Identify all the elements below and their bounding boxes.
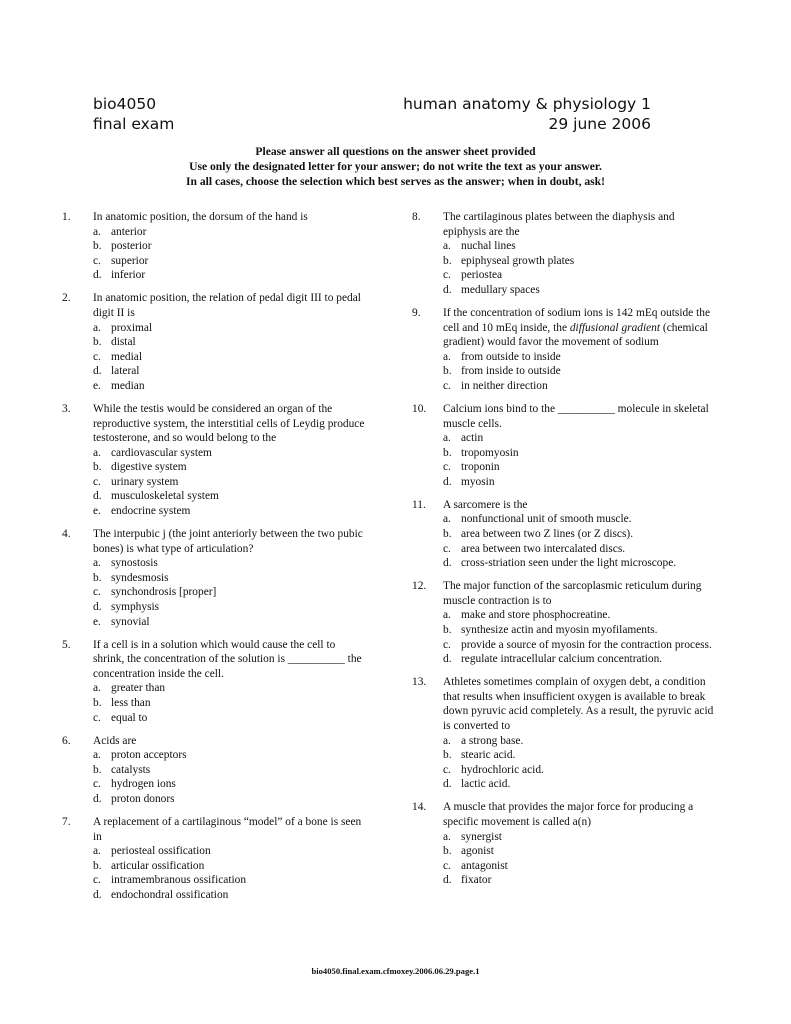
answer-option: a. synostosis <box>93 557 158 570</box>
question-text: In anatomic position, the dorsum of the hand is <box>93 211 308 223</box>
answer-option: a. nonfunctional unit of smooth muscle. <box>443 513 632 526</box>
question <box>62 402 365 519</box>
course-title: human anatomy & physiology 1 <box>403 95 651 113</box>
question-number: 5. <box>62 638 71 651</box>
answer-option: b. syndesmosis <box>93 571 169 584</box>
answer-option: e. endocrine system <box>93 505 191 518</box>
question-text: A muscle that provides the major force for producing a specific movement is called a(n) <box>443 801 694 828</box>
questions-right-column <box>412 210 718 896</box>
answer-option: c. medial <box>93 350 142 363</box>
question <box>412 306 718 394</box>
answer-option: c. area between two intercalated discs. <box>443 542 626 555</box>
question-text: While the testis would be considered an organ of the reproductive system, the interstitial cells of Leydig produce testosterone, and so would belong to the <box>93 402 365 445</box>
answer-option: c. intramembranous ossification <box>93 874 247 887</box>
answer-option: a. synergist <box>443 830 502 843</box>
question <box>62 527 365 629</box>
answer-option: d. regulate intracellular calcium concentration. <box>443 653 663 666</box>
instruction-line: In all cases, choose the selection which best serves as the answer; when in doubt, ask! <box>186 175 605 188</box>
answer-option: b. synthesize actin and myosin myofilaments. <box>443 624 658 636</box>
question <box>412 675 718 792</box>
answer-option: b. catalysts <box>93 763 151 776</box>
question-text: If a cell is in a solution which would cause the cell to shrink, the concentration of the solution is __________ the concentration inside the cell. <box>93 638 362 680</box>
answer-option: b. from inside to outside <box>443 365 561 378</box>
answer-option: c. equal to <box>93 711 148 724</box>
question-text: Calcium ions bind to the __________ molecule in skeletal muscle cells. <box>443 402 709 430</box>
question-number: 14. <box>412 801 427 814</box>
question-number: 8. <box>412 211 421 223</box>
exam-date: 29 june 2006 <box>548 115 651 133</box>
course-code: bio4050 <box>93 95 157 113</box>
page-footer: bio4050.final.exam.cfmoxey.2006.06.29.page.1 <box>311 966 480 976</box>
answer-option: a. proton acceptors <box>93 749 187 762</box>
question <box>62 210 365 283</box>
answer-option: b. stearic acid. <box>443 749 516 762</box>
answer-option: b. posterior <box>93 240 152 253</box>
italic-term: diffusional gradient <box>569 321 661 334</box>
answer-option: a. from outside to inside <box>443 350 561 363</box>
answer-option: c. hydrogen ions <box>93 778 176 791</box>
question <box>412 210 718 298</box>
answer-option: a. proximal <box>93 321 153 334</box>
header-left <box>93 94 174 134</box>
answer-option: c. periostea <box>443 269 503 282</box>
question-text: The cartilaginous plates between the diaphysis and epiphysis are the <box>443 211 675 238</box>
answer-option: b. tropomyosin <box>443 446 519 459</box>
question-number: 11. <box>412 498 426 511</box>
question <box>412 498 718 571</box>
answer-option: d. medullary spaces <box>443 283 540 296</box>
question-text: The interpubic j (the joint anteriorly between the two pubic bones) is what type of articulation? <box>93 528 363 555</box>
question-number: 3. <box>62 402 71 415</box>
question-number: 12. <box>412 580 427 593</box>
answer-option: d. endochondral ossification <box>93 888 229 901</box>
questions-left-column <box>62 210 365 911</box>
answer-option: a. a strong base. <box>443 734 524 747</box>
answer-option: d. inferior <box>93 269 146 282</box>
answer-option: a. actin <box>443 432 484 445</box>
answer-option: a. periosteal ossification <box>93 845 211 858</box>
question-number: 2. <box>62 292 71 305</box>
answer-option: a. cardiovascular system <box>93 446 212 459</box>
answer-option: b. epiphyseal growth plates <box>443 254 575 267</box>
answer-option: d. musculoskeletal system <box>93 490 219 503</box>
question-text: A sarcomere is the <box>443 498 528 511</box>
answer-option: d. symphysis <box>93 601 160 614</box>
answer-option: b. articular ossification <box>93 859 205 872</box>
question-number: 6. <box>62 734 71 747</box>
instruction-line: Use only the designated letter for your answer; do not write the text as your answer. <box>189 160 602 173</box>
question-number: 4. <box>62 528 71 541</box>
answer-option: c. in neither direction <box>443 379 548 392</box>
exam-name: final exam <box>93 115 175 133</box>
question-text: Acids are <box>93 734 137 747</box>
answer-option: d. myosin <box>443 475 495 488</box>
answer-option: a. anterior <box>93 225 147 238</box>
answer-option: b. agonist <box>443 845 494 858</box>
question <box>62 291 365 393</box>
answer-option: e. synovial <box>93 615 150 628</box>
answer-option: b. less than <box>93 696 151 709</box>
question <box>412 579 718 667</box>
answer-option: d. proton donors <box>93 792 175 805</box>
question-number: 1. <box>62 211 71 223</box>
question-number: 10. <box>412 402 427 415</box>
answer-option: c. provide a source of myosin for the contraction process. <box>443 638 712 651</box>
answer-option: a. nuchal lines <box>443 240 516 253</box>
question <box>62 638 365 726</box>
question-text: The major function of the sarcoplasmic reticulum during muscle contraction is to <box>443 580 702 607</box>
question <box>62 815 365 903</box>
answer-option: a. greater than <box>93 682 166 695</box>
answer-option: c. synchondrosis [proper] <box>93 586 217 599</box>
answer-option: d. fixator <box>443 874 492 887</box>
answer-option: c. superior <box>93 254 149 267</box>
header-right <box>403 94 651 134</box>
instructions <box>0 144 791 189</box>
answer-option: c. antagonist <box>443 859 508 872</box>
question-number: 9. <box>412 306 421 319</box>
answer-option: d. lateral <box>93 365 140 378</box>
question-text: A replacement of a cartilaginous “model” of a bone is seen in <box>93 815 362 843</box>
answer-option: b. distal <box>93 336 136 349</box>
answer-option: a. make and store phosphocreatine. <box>443 609 611 622</box>
question-number: 13. <box>412 676 427 689</box>
instruction-line: Please answer all questions on the answer sheet provided <box>255 145 536 158</box>
answer-option: c. urinary system <box>93 475 179 488</box>
question-number: 7. <box>62 815 71 828</box>
question-text: If the concentration of sodium ions is 142 mEq outside the cell and 10 mEq inside, the diffusional gradient (chemical gradient) would favor the movement of sodium <box>443 306 711 349</box>
question-text: Athletes sometimes complain of oxygen debt, a condition that results when insufficient oxygen is available to break down pyruvic acid completely. As a result, the pyruvic acid is converted to <box>443 676 714 732</box>
question <box>412 800 718 888</box>
question <box>62 734 365 807</box>
answer-option: c. troponin <box>443 461 500 474</box>
answer-option: b. area between two Z lines (or Z discs). <box>443 528 634 541</box>
answer-option: d. lactic acid. <box>443 778 511 791</box>
answer-option: e. median <box>93 379 145 392</box>
question-text: In anatomic position, the relation of pedal digit III to pedal digit II is <box>93 292 361 319</box>
answer-option: d. cross-striation seen under the light microscope. <box>443 557 677 570</box>
answer-option: c. hydrochloric acid. <box>443 763 544 776</box>
answer-option: b. digestive system <box>93 461 187 474</box>
question <box>412 402 718 490</box>
